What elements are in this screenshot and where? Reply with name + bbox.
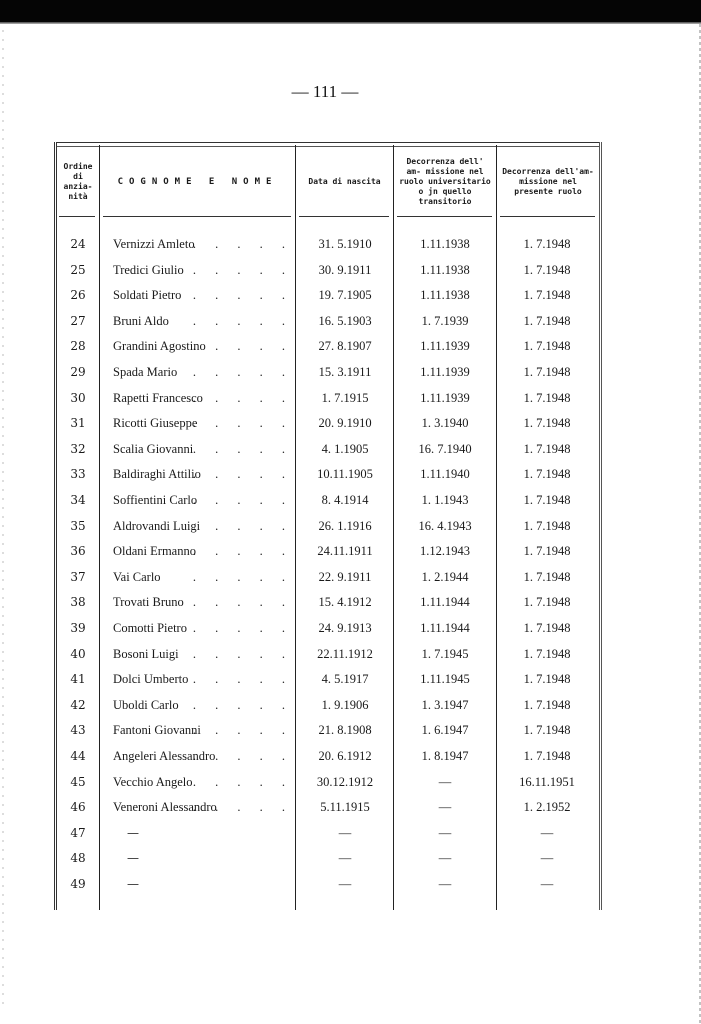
- leader-dots: . . . . .: [192, 493, 293, 507]
- leader-dots: . . . . .: [192, 365, 293, 379]
- university-role-date: 1.11.1939: [420, 365, 470, 379]
- present-role-date: 1. 7.1948: [523, 467, 571, 482]
- full-name: Aldrovandi Luigi: [113, 518, 201, 533]
- name-cell: [113, 514, 293, 539]
- name-cell: [113, 437, 293, 462]
- name-cell: [113, 642, 293, 667]
- table-row: [57, 258, 599, 283]
- university-role-date: 1.11.1944: [420, 595, 470, 610]
- full-name: Bosoni Luigi: [113, 646, 179, 661]
- full-name: Uboldi Carlo: [113, 697, 179, 712]
- present-role-date: 1. 7.1948: [523, 493, 571, 507]
- seniority-table: [54, 142, 602, 910]
- leader-dots: . . . . .: [192, 697, 293, 712]
- leader-dots: . . . . .: [192, 569, 293, 584]
- table-row: [57, 616, 599, 641]
- university-role-date: —: [438, 877, 452, 891]
- present-role-date: 1. 7.1948: [523, 365, 571, 379]
- full-name: Trovati Bruno: [113, 595, 184, 610]
- table-row: [57, 360, 599, 385]
- order-number: 48: [70, 851, 86, 866]
- birth-date: 16. 5.1903: [318, 313, 372, 328]
- table-row: [57, 232, 599, 257]
- birth-date: 10.11.1905: [317, 467, 373, 482]
- name-cell: —: [127, 851, 139, 866]
- order-number: 37: [70, 569, 86, 584]
- birth-date: 30. 9.1911: [318, 262, 372, 277]
- name-cell: [113, 360, 293, 385]
- birth-date: 1. 7.1915: [321, 390, 369, 405]
- university-role-date: —: [438, 774, 452, 789]
- order-number: 34: [70, 493, 86, 507]
- university-role-date: 1.11.1944: [420, 621, 470, 635]
- name-cell: [113, 334, 293, 359]
- table-row: [57, 693, 599, 718]
- table-row: [57, 488, 599, 513]
- order-number: 33: [70, 467, 86, 482]
- table-row: [57, 770, 599, 795]
- birth-date: 19. 7.1905: [318, 288, 372, 303]
- university-role-date: 1.11.1939: [420, 390, 470, 405]
- present-role-date: 1. 7.1948: [523, 237, 571, 251]
- header-rule: [397, 216, 492, 217]
- birth-date: 27. 8.1907: [318, 339, 372, 354]
- university-role-date: 16. 7.1940: [418, 441, 472, 456]
- leader-dots: . . . . .: [192, 339, 293, 354]
- present-role-date: 1. 7.1948: [523, 595, 571, 610]
- present-role-date: 1. 7.1948: [523, 518, 571, 533]
- present-role-date: 1. 7.1948: [523, 313, 571, 328]
- full-name: Bruni Aldo: [113, 313, 169, 328]
- full-name: Fantoni Giovanni: [113, 723, 201, 738]
- birth-date: 31. 5.1910: [318, 237, 372, 251]
- name-cell: [113, 488, 293, 513]
- university-role-date: 1. 3.1947: [421, 697, 469, 712]
- full-name: Vecchio Angelo: [113, 774, 193, 789]
- birth-date: —: [338, 825, 352, 840]
- order-number: 27: [70, 313, 86, 328]
- order-number: 28: [70, 339, 86, 354]
- full-name: Ricotti Giuseppe: [113, 416, 198, 431]
- present-role-date: 1. 7.1948: [523, 621, 571, 635]
- present-role-date: 1. 7.1948: [523, 646, 571, 661]
- order-number: 42: [70, 697, 86, 712]
- university-role-date: 1. 7.1939: [421, 313, 469, 328]
- birth-date: 1. 9.1906: [321, 697, 369, 712]
- name-cell: [113, 232, 293, 257]
- university-role-date: 1.12.1943: [420, 544, 470, 559]
- leader-dots: . . . . .: [192, 416, 293, 431]
- present-role-date: —: [540, 825, 554, 840]
- university-role-date: 1.11.1940: [420, 467, 470, 482]
- present-role-date: 1. 7.1948: [523, 288, 571, 303]
- birth-date: —: [338, 877, 352, 891]
- order-number: 40: [70, 646, 86, 661]
- name-cell: [113, 258, 293, 283]
- name-cell: [113, 309, 293, 334]
- full-name: Comotti Pietro: [113, 621, 187, 635]
- name-cell: [113, 411, 293, 436]
- university-role-date: —: [438, 800, 452, 815]
- leader-dots: . . . . .: [192, 646, 293, 661]
- order-number: 39: [70, 621, 86, 635]
- birth-date: 22. 9.1911: [318, 569, 372, 584]
- table-row: [57, 514, 599, 539]
- university-role-date: 1.11.1938: [420, 288, 470, 303]
- name-cell: [113, 770, 293, 795]
- order-number: 45: [70, 774, 86, 789]
- order-number: 43: [70, 723, 86, 738]
- leader-dots: . . . . .: [192, 237, 293, 251]
- header-rule: [59, 216, 95, 217]
- order-number: 44: [70, 749, 86, 763]
- leader-dots: . . . . .: [192, 313, 293, 328]
- name-cell: [113, 590, 293, 615]
- full-name: Grandini Agostino: [113, 339, 206, 354]
- birth-date: 22.11.1912: [317, 646, 373, 661]
- table-row: [57, 334, 599, 359]
- present-role-date: 1. 7.1948: [523, 672, 571, 687]
- university-role-date: 16. 4.1943: [418, 518, 472, 533]
- leader-dots: . . . . .: [192, 800, 293, 815]
- present-role-date: 1. 7.1948: [523, 749, 571, 763]
- birth-date: 5.11.1915: [320, 800, 370, 815]
- order-number: 24: [70, 237, 86, 251]
- name-cell: [113, 616, 293, 641]
- table-row: [57, 411, 599, 436]
- order-number: 30: [70, 390, 86, 405]
- scan-edge: [0, 22, 701, 24]
- birth-date: 30.12.1912: [316, 774, 374, 789]
- name-cell: [113, 565, 293, 590]
- leader-dots: . . . . .: [192, 518, 293, 533]
- order-number: 49: [70, 877, 86, 891]
- birth-date: 24. 9.1913: [318, 621, 372, 635]
- table-row: [57, 718, 599, 743]
- name-cell: [113, 462, 293, 487]
- birth-date: 8. 4.1914: [321, 493, 369, 507]
- page-number: — 111 —: [291, 82, 359, 101]
- university-role-date: 1.11.1939: [420, 339, 470, 354]
- full-name: Spada Mario: [113, 365, 178, 379]
- order-number: 46: [70, 800, 86, 815]
- name-cell: [113, 386, 293, 411]
- leader-dots: . . . . .: [192, 441, 293, 456]
- full-name: Oldani Ermanno: [113, 544, 196, 559]
- table-row: [57, 462, 599, 487]
- university-role-date: 1.11.1938: [420, 237, 470, 251]
- present-role-date: 1. 7.1948: [523, 544, 571, 559]
- name-cell: [113, 539, 293, 564]
- university-role-date: 1. 7.1945: [421, 646, 469, 661]
- birth-date: 4. 1.1905: [321, 441, 369, 456]
- table-row: [57, 565, 599, 590]
- birth-date: 20. 6.1912: [318, 749, 372, 763]
- full-name: Scalia Giovanni: [113, 441, 194, 456]
- present-role-date: 1. 7.1948: [523, 416, 571, 431]
- leader-dots: . . . . .: [192, 262, 293, 277]
- table-row: [57, 667, 599, 692]
- birth-date: 15. 4.1912: [318, 595, 372, 610]
- order-number: 47: [70, 825, 86, 840]
- full-name: Angeleri Alessandro: [113, 749, 216, 763]
- name-cell: —: [127, 877, 139, 891]
- present-role-date: 1. 7.1948: [523, 390, 571, 405]
- header-name: COGNOME E NOME: [117, 176, 278, 187]
- table-row: [57, 872, 599, 897]
- leader-dots: . . . . .: [192, 288, 293, 303]
- table-row: [57, 386, 599, 411]
- leader-dots: . . . . .: [192, 467, 293, 482]
- university-role-date: 1. 1.1943: [421, 493, 469, 507]
- present-role-date: 1. 7.1948: [523, 262, 571, 277]
- name-cell: [113, 283, 293, 308]
- leader-dots: . . . . .: [192, 621, 293, 635]
- present-role-date: —: [540, 851, 554, 866]
- university-role-date: 1. 2.1944: [421, 569, 469, 584]
- full-name: Baldiraghi Attilio: [113, 467, 201, 482]
- present-role-date: 16.11.1951: [519, 774, 575, 789]
- table-row: [57, 309, 599, 334]
- university-role-date: 1.11.1945: [420, 672, 470, 687]
- header-rule: [299, 216, 389, 217]
- birth-date: 21. 8.1908: [318, 723, 372, 738]
- order-number: 32: [70, 441, 86, 456]
- university-role-date: —: [438, 851, 452, 866]
- header-order: Ordine di anzia- nità: [63, 161, 93, 201]
- name-cell: [113, 667, 293, 692]
- leader-dots: . . . . .: [192, 544, 293, 559]
- present-role-date: 1. 7.1948: [523, 697, 571, 712]
- full-name: Soldati Pietro: [113, 288, 182, 303]
- leader-dots: . . . . .: [192, 723, 293, 738]
- order-number: 38: [70, 595, 86, 610]
- header-university-role-date: Decorrenza dell' am- missione nel ruolo universitario o jn quello transitorio: [399, 156, 491, 206]
- table-row: [57, 846, 599, 871]
- order-number: 35: [70, 518, 86, 533]
- name-cell: [113, 693, 293, 718]
- birth-date: 4. 5.1917: [321, 672, 369, 687]
- present-role-date: —: [540, 877, 554, 891]
- name-cell: [113, 718, 293, 743]
- header-birth-date: Data di nascita: [308, 176, 381, 186]
- university-role-date: 1. 8.1947: [421, 749, 469, 763]
- header-rule: [103, 216, 291, 217]
- header-present-role-date: Decorrenza dell'am- missione nel presente ruolo: [502, 166, 594, 196]
- birth-date: 15. 3.1911: [318, 365, 372, 379]
- birth-date: 20. 9.1910: [318, 416, 372, 431]
- present-role-date: 1. 7.1948: [523, 339, 571, 354]
- leader-dots: . . . . .: [192, 672, 293, 687]
- name-cell: —: [127, 825, 139, 840]
- university-role-date: 1. 3.1940: [421, 416, 469, 431]
- order-number: 36: [70, 544, 86, 559]
- table-row: [57, 744, 599, 769]
- full-name: Vai Carlo: [113, 569, 161, 584]
- university-role-date: —: [438, 825, 452, 840]
- table-row: [57, 437, 599, 462]
- table-row: [57, 795, 599, 820]
- full-name: Soffientini Carlo: [113, 493, 198, 507]
- full-name: Rapetti Francesco: [113, 390, 203, 405]
- order-number: 25: [70, 262, 86, 277]
- table-row: [57, 539, 599, 564]
- leader-dots: . . . . .: [192, 595, 293, 610]
- present-role-date: 1. 7.1948: [523, 441, 571, 456]
- scan-left-edge: [2, 30, 4, 1010]
- order-number: 41: [70, 672, 86, 687]
- present-role-date: 1. 2.1952: [523, 800, 571, 815]
- table-row: [57, 590, 599, 615]
- leader-dots: . . . . .: [192, 390, 293, 405]
- table-row: [57, 642, 599, 667]
- leader-dots: . . . . .: [192, 774, 293, 789]
- name-cell: [113, 795, 293, 820]
- full-name: Vernizzi Amleto: [113, 237, 195, 251]
- scan-top-border: [0, 0, 701, 22]
- order-number: 31: [70, 416, 86, 431]
- header-rule: [500, 216, 595, 217]
- birth-date: 26. 1.1916: [318, 518, 372, 533]
- full-name: Veneroni Alessandro: [113, 800, 217, 815]
- order-number: 29: [70, 365, 86, 379]
- name-cell: [113, 744, 293, 769]
- table-row: [57, 821, 599, 846]
- university-role-date: 1. 6.1947: [421, 723, 469, 738]
- full-name: Dolci Umberto: [113, 672, 189, 687]
- order-number: 26: [70, 288, 86, 303]
- university-role-date: 1.11.1938: [420, 262, 470, 277]
- full-name: Tredici Giulio: [113, 262, 184, 277]
- table-row: [57, 283, 599, 308]
- present-role-date: 1. 7.1948: [523, 723, 571, 738]
- leader-dots: . . . . .: [192, 749, 293, 763]
- birth-date: —: [338, 851, 352, 866]
- present-role-date: 1. 7.1948: [523, 569, 571, 584]
- birth-date: 24.11.1911: [317, 544, 373, 559]
